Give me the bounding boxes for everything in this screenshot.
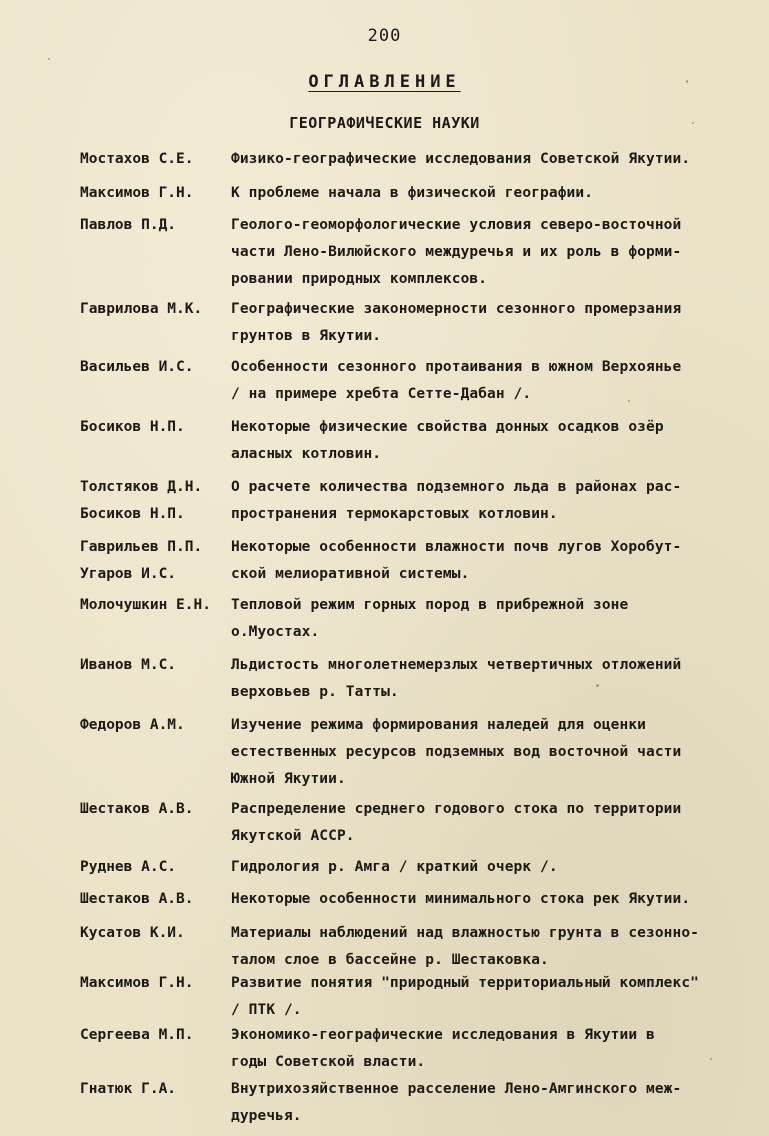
title-line: Изучение режима формирования наледей для оценки <box>231 717 646 733</box>
toc-entry-title <box>231 296 751 350</box>
author-name: Максимов Г.Н. <box>80 185 194 201</box>
author-name: Иванов М.С. <box>80 657 177 673</box>
author-name: Босиков Н.П. <box>80 506 185 522</box>
author-name: Мостахов С.Е. <box>80 151 194 167</box>
toc-entry-authors <box>80 1076 232 1103</box>
title-line: годы Советской власти. <box>231 1054 426 1070</box>
title-line: аласных котловин. <box>231 446 382 462</box>
section-heading: ГЕОГРАФИЧЕСКИЕ НАУКИ <box>289 114 480 132</box>
author-name: Павлов П.Д. <box>80 217 177 233</box>
toc-entry-authors <box>80 474 232 528</box>
title-line: верховьев р. Татты. <box>231 684 399 700</box>
toc-entry-authors <box>80 920 232 947</box>
author-name: Васильев И.С. <box>80 359 194 375</box>
paper-speck <box>692 122 694 124</box>
author-name: Максимов Г.Н. <box>80 975 194 991</box>
title-line: Геолого-геоморфологические условия северо-восточной <box>231 217 682 233</box>
toc-entry-title <box>231 414 751 468</box>
title-line: пространения термокарстовых котловин. <box>231 506 558 522</box>
author-name: Руднев А.С. <box>80 859 177 875</box>
toc-entry-title <box>231 180 751 207</box>
title-line: Распределение среднего годового стока по территории <box>231 801 682 817</box>
toc-entry-authors <box>80 970 232 997</box>
author-name: Сергеева М.П. <box>80 1027 194 1043</box>
title-line: Физико-географические исследования Советской Якутии. <box>231 151 691 167</box>
title-line: дуречья. <box>231 1108 302 1124</box>
toc-entry-title <box>231 854 751 881</box>
author-name: Кусатов К.И. <box>80 925 185 941</box>
paper-speck <box>596 684 599 687</box>
toc-entry-title <box>231 212 751 293</box>
toc-entry-title <box>231 970 751 1024</box>
toc-entry-title <box>231 1076 751 1130</box>
title-line: / на примере хребта Сетте-Дабан /. <box>231 386 532 402</box>
page-number: 200 <box>367 26 402 46</box>
title-line: ской мелиоративной системы. <box>231 566 470 582</box>
title-line: К проблеме начала в физической географии. <box>231 185 594 201</box>
paper-speck <box>686 80 688 83</box>
title-line: Некоторые особенности минимального стока рек Якутии. <box>231 891 691 907</box>
title-line: ровании природных комплексов. <box>231 271 488 287</box>
title-line: естественных ресурсов подземных вод восточной части <box>231 744 682 760</box>
paper-speck <box>48 58 50 60</box>
toc-entry-authors <box>80 886 232 913</box>
author-name: Гаврильев П.П. <box>80 539 203 555</box>
toc-entry-title <box>231 592 751 646</box>
author-name: Шестаков А.В. <box>80 801 194 817</box>
document-title-text: ОГЛАВЛЕНИЕ <box>308 72 461 92</box>
toc-entry-authors <box>80 534 232 588</box>
title-line: Экономико-географические исследования в Якутии в <box>231 1027 655 1043</box>
toc-entry-authors <box>80 652 232 679</box>
title-line: Льдистость многолетнемерзлых четвертичных отложений <box>231 657 682 673</box>
title-line: Южной Якутии. <box>231 771 346 787</box>
paper-speck <box>710 1058 712 1060</box>
title-line: Географические закономерности сезонного промерзания <box>231 301 682 317</box>
title-line: о.Муостах. <box>231 624 320 640</box>
title-line: Некоторые особенности влажности почв лугов Хоробут- <box>231 539 682 555</box>
author-name: Федоров А.М. <box>80 717 185 733</box>
title-line: Материалы наблюдений над влажностью грунта в сезонно- <box>231 925 699 941</box>
author-name: Босиков Н.П. <box>80 419 185 435</box>
toc-entry-authors <box>80 854 232 881</box>
author-name: Угаров И.С. <box>80 566 177 582</box>
toc-entry-title <box>231 474 751 528</box>
toc-entry-authors <box>80 1022 232 1049</box>
toc-entry-title <box>231 712 751 793</box>
toc-entry-title <box>231 652 751 706</box>
toc-entry-authors <box>80 354 232 381</box>
toc-entry-authors <box>80 212 232 239</box>
toc-entry-authors <box>80 414 232 441</box>
title-line: талом слое в бассейне р. Шестаковка. <box>231 952 549 968</box>
toc-entry-title <box>231 1022 751 1076</box>
author-name: Гаврилова М.К. <box>80 301 203 317</box>
toc-entry-authors <box>80 592 232 619</box>
title-line: Тепловой режим горных пород в прибрежной зоне <box>231 597 629 613</box>
toc-entry-title <box>231 886 751 913</box>
author-name: Толстяков Д.Н. <box>80 479 203 495</box>
paper-speck <box>628 400 630 402</box>
title-line: / ПТК /. <box>231 1002 302 1018</box>
title-line: Гидрология р. Амга / краткий очерк /. <box>231 859 558 875</box>
title-line: грунтов в Якутии. <box>231 328 382 344</box>
toc-entry-title <box>231 146 751 173</box>
toc-entry-title <box>231 534 751 588</box>
toc-entry-authors <box>80 146 232 173</box>
toc-entry-authors <box>80 796 232 823</box>
toc-entry-title <box>231 796 751 850</box>
toc-entry-title <box>231 920 751 974</box>
title-line: Развитие понятия "природный территориальный комплекс" <box>231 975 699 991</box>
toc-entry-title <box>231 354 751 408</box>
author-name: Гнатюк Г.А. <box>80 1081 177 1097</box>
title-line: Особенности сезонного протаивания в южном Верхоянье <box>231 359 682 375</box>
author-name: Шестаков А.В. <box>80 891 194 907</box>
title-line: части Лено-Вилюйского междуречья и их роль в форми- <box>231 244 682 260</box>
toc-entry-authors <box>80 180 232 207</box>
title-line: Некоторые физические свойства донных осадков озёр <box>231 419 664 435</box>
title-line: Якутской АССР. <box>231 828 355 844</box>
toc-entry-authors <box>80 296 232 323</box>
toc-entry-authors <box>80 712 232 739</box>
title-line: Внутрихозяйственное расселение Лено-Амгинского меж- <box>231 1081 682 1097</box>
author-name: Молочушкин Е.Н. <box>80 597 211 613</box>
title-line: О расчете количества подземного льда в районах рас- <box>231 479 682 495</box>
